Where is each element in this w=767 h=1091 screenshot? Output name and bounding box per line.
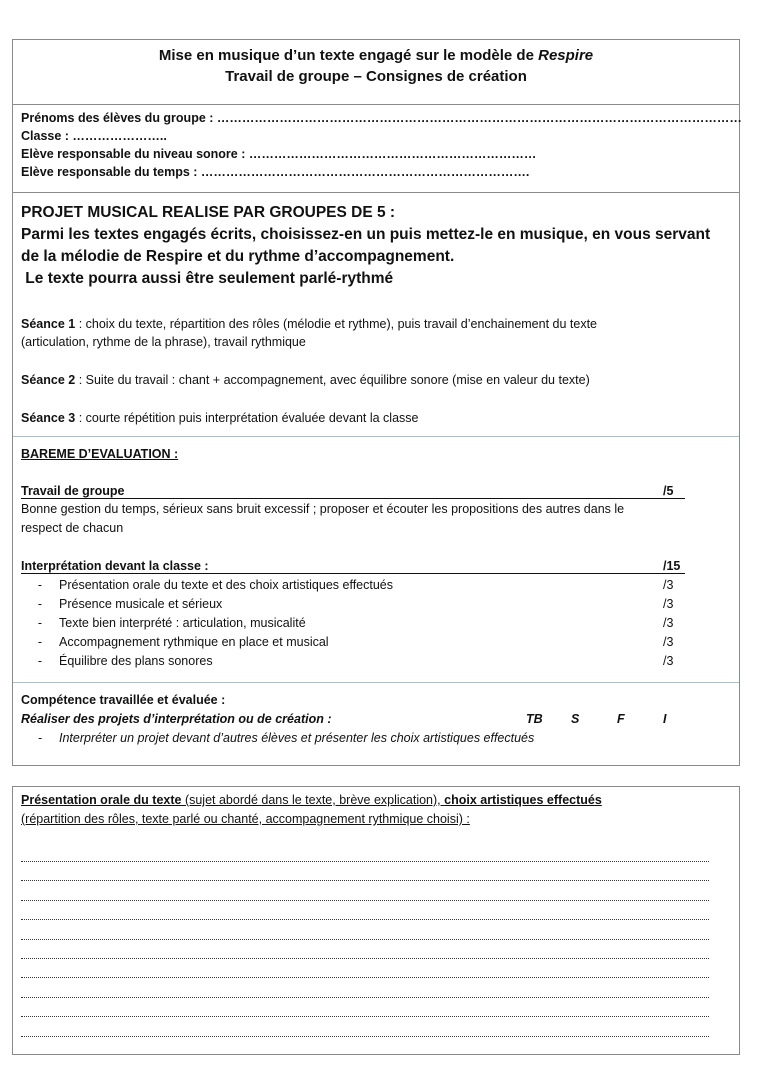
performance-row: Interprétation devant la classe :: [21, 559, 685, 574]
criteria-points: /3: [663, 578, 674, 592]
criteria-points: /3: [663, 654, 674, 668]
project-section: [13, 192, 739, 436]
group-info-section: [13, 104, 742, 192]
competence-section: [13, 682, 739, 765]
answer-line[interactable]: [21, 1036, 709, 1037]
answer-line[interactable]: [21, 919, 709, 920]
competence-item: - Interpréter un projet devant d’autres élèves et présenter les choix artistiques effectués: [37, 731, 535, 745]
answer-line[interactable]: [21, 861, 709, 862]
time-keeper-field: Elève responsable du temps : …………………………………………………………………….: [21, 165, 530, 179]
group-work-description-2: respect de chacun: [21, 521, 124, 535]
presentation-instruction-2: (répartition des rôles, texte parlé ou chanté, accompagnement rythmique choisi) :: [21, 812, 470, 826]
group-work-row: Travail de groupe: [21, 484, 685, 499]
project-instruction-3: Le texte pourra aussi être seulement parlé-rythmé: [21, 270, 394, 287]
criteria-item: - Équilibre des plans sonores: [37, 654, 213, 668]
presentation-instruction: Présentation orale du texte (sujet abordé dans le texte, brève explication), choix artistiques effectués: [21, 793, 602, 807]
project-heading: PROJET MUSICAL REALISE PAR GROUPES DE 5 :: [21, 204, 396, 221]
level-f: F: [617, 712, 625, 726]
criteria-item: - Accompagnement rythmique en place et musical: [37, 635, 329, 649]
grading-section: [13, 436, 739, 682]
document-subtitle: Travail de groupe – Consignes de création: [225, 68, 527, 85]
project-instruction-1: Parmi les textes engagés écrits, choisissez-en un puis mettez-le en musique, en vous servant: [21, 226, 711, 243]
criteria-points: /3: [663, 616, 674, 630]
session-1: Séance 1 : choix du texte, répartition des rôles (mélodie et rythme), puis travail d’enchainement du texte: [21, 317, 598, 331]
session-2: Séance 2 : Suite du travail : chant + accompagnement, avec équilibre sonore (mise en valeur du texte): [21, 373, 590, 387]
grading-heading: BAREME D’EVALUATION :: [21, 447, 179, 461]
document-title: Mise en musique d’un texte engagé sur le modèle de Respire: [158, 47, 594, 64]
criteria-item: - Texte bien interprété : articulation, musicalité: [37, 616, 306, 630]
instructions-sheet: [12, 39, 740, 766]
group-work-description-1: Bonne gestion du temps, sérieux sans bruit excessif ; proposer et écouter les propositions des autres dans le: [21, 502, 625, 516]
session-1-continued: (articulation, rythme de la phrase), travail rythmique: [21, 335, 306, 349]
answer-line[interactable]: [21, 997, 709, 998]
sound-level-field: Elève responsable du niveau sonore : ……………………………………………………………: [21, 147, 537, 161]
level-tb: TB: [526, 712, 543, 726]
criteria-item: - Présence musicale et sérieux: [37, 597, 223, 611]
criteria-points: /3: [663, 635, 674, 649]
session-3: Séance 3 : courte répétition puis interprétation évaluée devant la classe: [21, 411, 419, 425]
answer-line[interactable]: [21, 900, 709, 901]
answer-line[interactable]: [21, 1016, 709, 1017]
class-field: Classe : …………………..: [21, 129, 167, 143]
competence-subheading: Réaliser des projets d’interprétation ou de création :: [21, 712, 332, 726]
answer-line[interactable]: [21, 939, 709, 940]
students-names-field: Prénoms des élèves du groupe : ………………………………………………………………………………………………………………: [21, 111, 742, 125]
project-instruction-2: de la mélodie de Respire et du rythme d’accompagnement.: [21, 248, 455, 265]
competence-heading: Compétence travaillée et évaluée :: [21, 693, 226, 707]
criteria-points: /3: [663, 597, 674, 611]
level-i: I: [663, 712, 667, 726]
answer-line[interactable]: [21, 958, 709, 959]
level-s: S: [571, 712, 580, 726]
group-work-score: /5: [663, 484, 674, 498]
answer-line[interactable]: [21, 977, 709, 978]
performance-score: /15: [663, 559, 681, 573]
presentation-form: [12, 786, 740, 1055]
answer-line[interactable]: [21, 880, 709, 881]
document-header: [13, 40, 739, 104]
criteria-item: - Présentation orale du texte et des choix artistiques effectués: [37, 578, 393, 592]
